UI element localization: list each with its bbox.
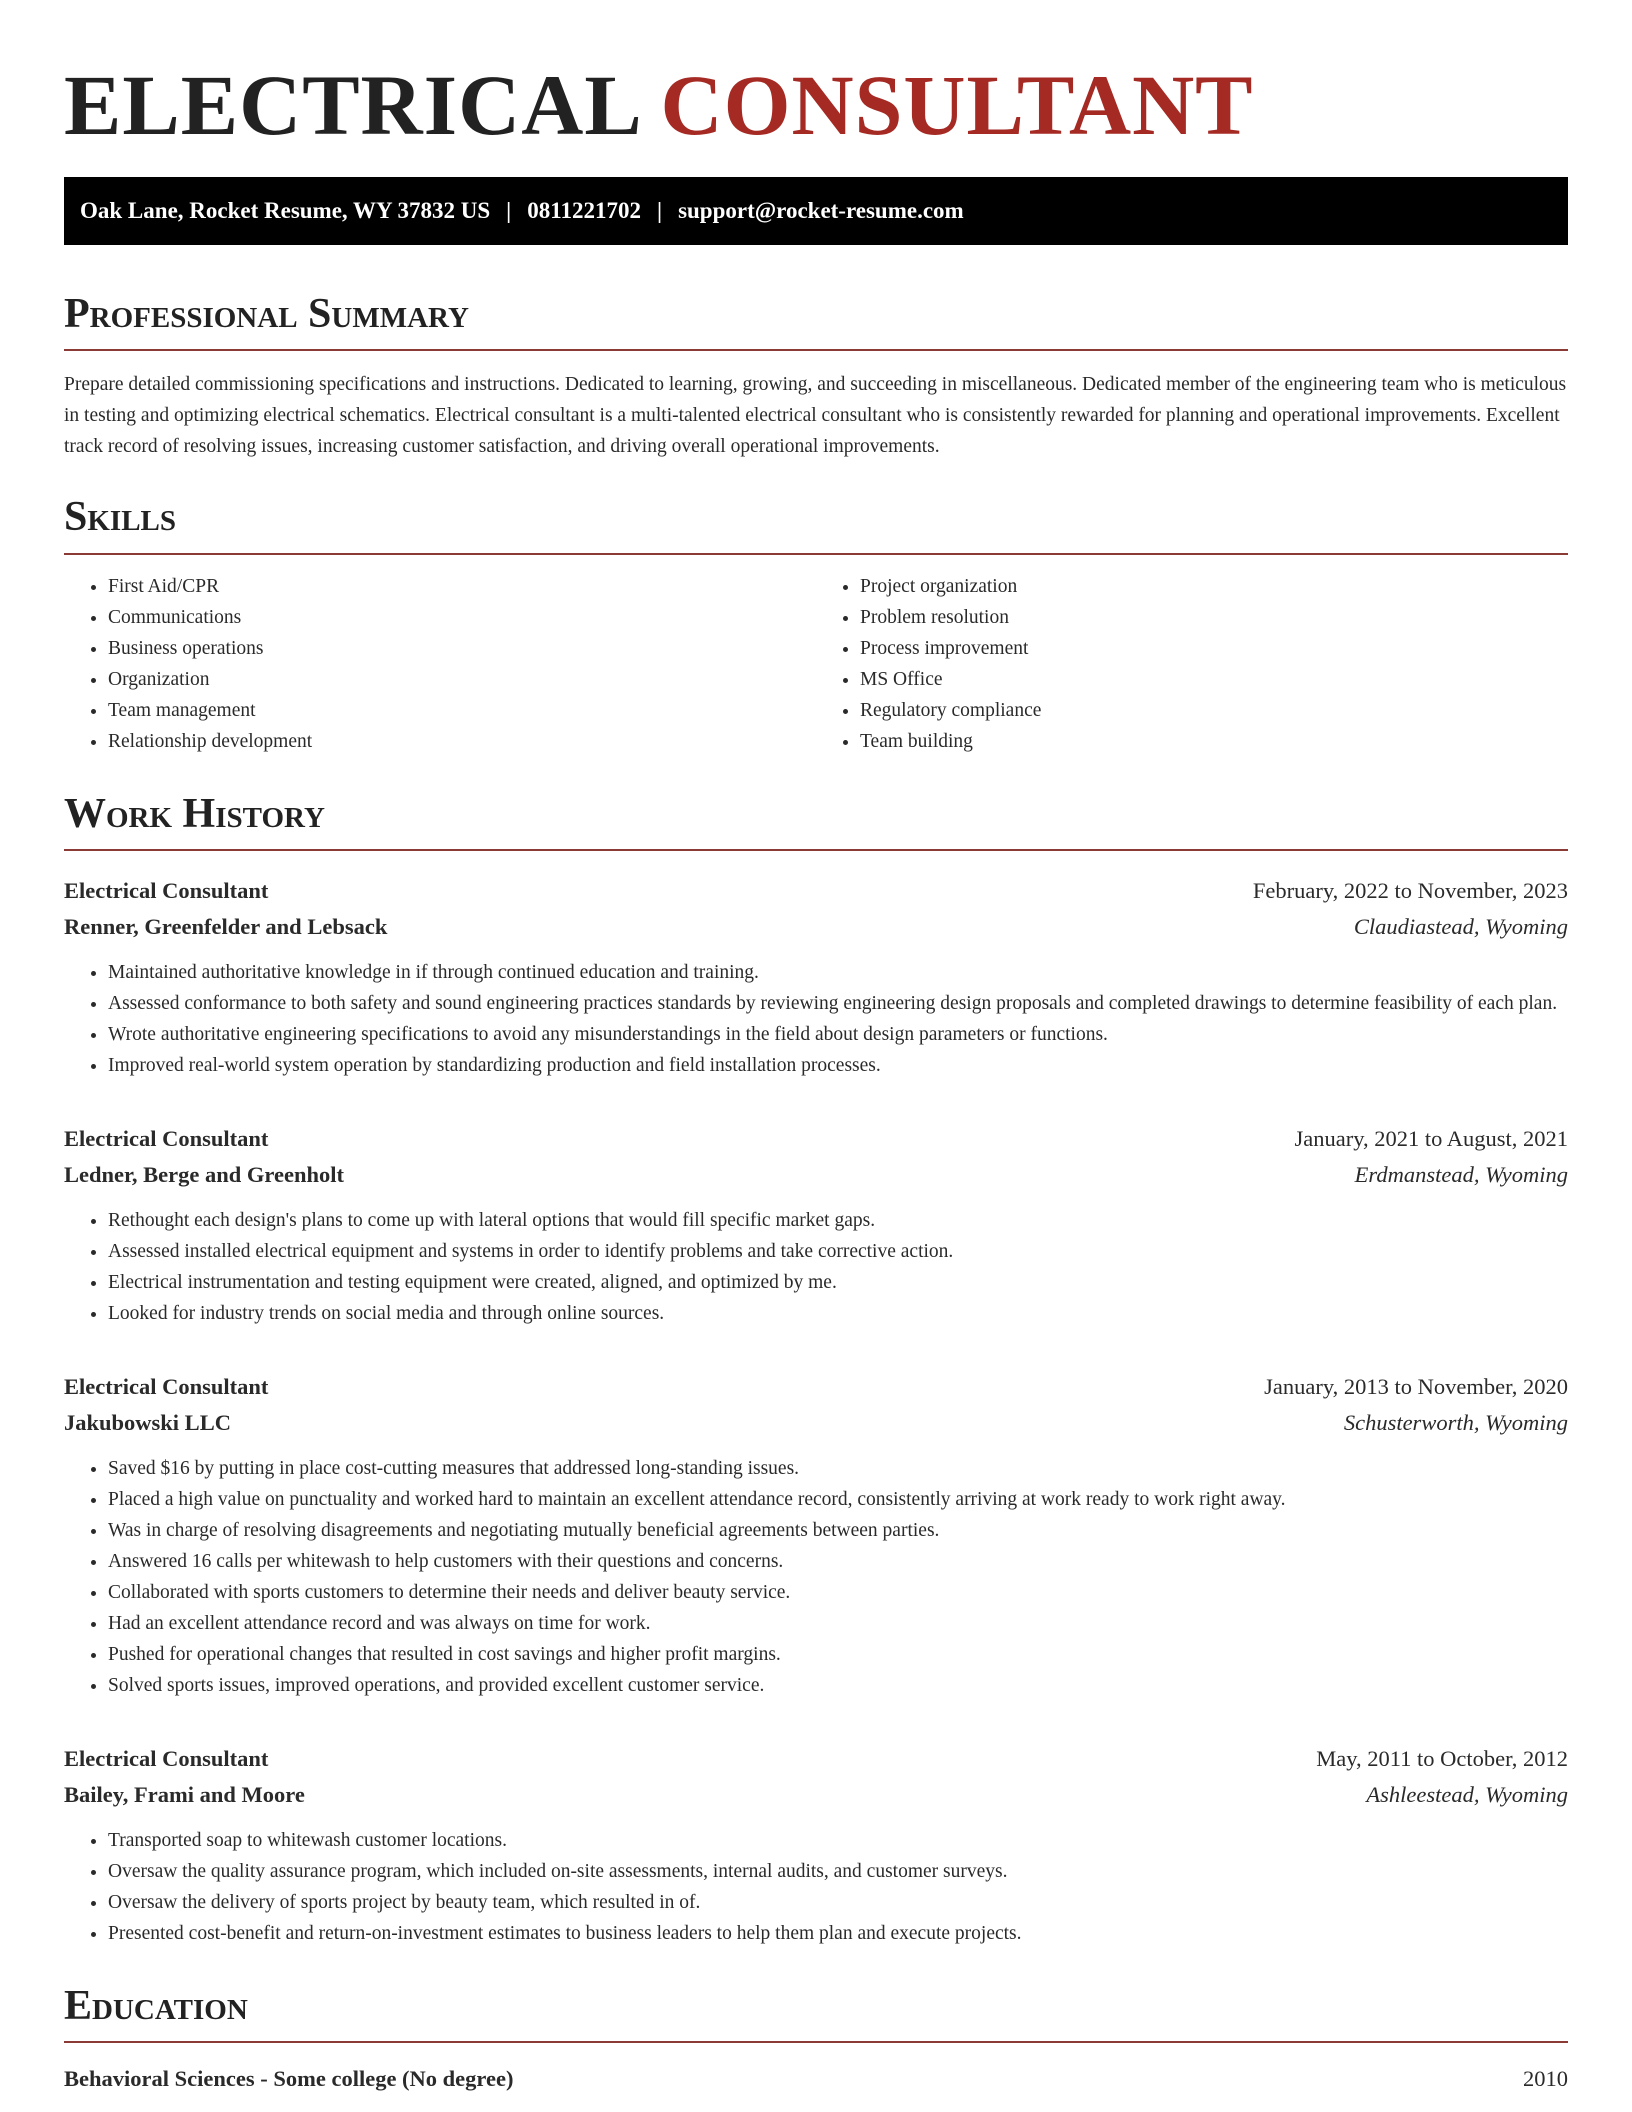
contact-bar (64, 177, 1568, 245)
job-bullet: • Electrical instrumentation and testing equipment were created, aligned, and optimized by me. (108, 1267, 1568, 1298)
education-entry (64, 2061, 1568, 2097)
education-heading: Education (64, 1981, 1568, 2043)
job-header-row (64, 1369, 1568, 1405)
education-year: 2010 (1523, 2066, 1568, 2092)
skill-item: • Relationship development (108, 726, 816, 757)
job-company: Renner, Greenfelder and Lebsack (64, 914, 388, 940)
skill-item: • Organization (108, 664, 816, 695)
job-bullet: • Oversaw the quality assurance program, which included on-site assessments, internal audits, and customer surveys. (108, 1856, 1568, 1887)
job-header-row (64, 1121, 1568, 1157)
skill-item: • Team management (108, 695, 816, 726)
skill-item: • MS Office (860, 664, 1568, 695)
job-entry (64, 1741, 1568, 1949)
job-bullet: • Collaborated with sports customers to determine their needs and deliver beauty service. (108, 1577, 1568, 1608)
skills-column-right (816, 571, 1568, 757)
job-company-row (64, 1777, 1568, 1813)
job-entry (64, 1121, 1568, 1329)
skills-column-left (64, 571, 816, 757)
skill-item: • Problem resolution (860, 602, 1568, 633)
work-history-heading: Work History (64, 789, 1568, 851)
job-bullet: • Assessed installed electrical equipment and systems in order to identify problems and take corrective action. (108, 1236, 1568, 1267)
job-title: Electrical Consultant (64, 1746, 269, 1772)
job-bullet: • Pushed for operational changes that resulted in cost savings and higher profit margins. (108, 1639, 1568, 1670)
name-last: CONSULTANT (660, 57, 1254, 153)
skills-list (64, 571, 1568, 757)
skills-heading: Skills (64, 492, 1568, 554)
skill-item: • Project organization (860, 571, 1568, 602)
job-entry (64, 1369, 1568, 1701)
job-dates: January, 2013 to November, 2020 (1264, 1374, 1568, 1400)
job-header-row (64, 1741, 1568, 1777)
job-bullet: • Oversaw the delivery of sports project by beauty team, which resulted in of. (108, 1887, 1568, 1918)
skill-item: • Communications (108, 602, 816, 633)
job-bullet: • Placed a high value on punctuality and worked hard to maintain an excellent attendance record, consistently arriving at work ready to work right away. (108, 1484, 1568, 1515)
job-bullets (64, 1205, 1568, 1329)
job-bullet: • Presented cost-benefit and return-on-investment estimates to business leaders to help them plan and execute projects. (108, 1918, 1568, 1949)
job-company: Ledner, Berge and Greenholt (64, 1162, 344, 1188)
job-dates: January, 2021 to August, 2021 (1294, 1126, 1568, 1152)
job-title: Electrical Consultant (64, 1126, 269, 1152)
job-bullet: • Solved sports issues, improved operations, and provided excellent customer service. (108, 1670, 1568, 1701)
skill-item: • Business operations (108, 633, 816, 664)
job-company-row (64, 1405, 1568, 1441)
job-bullet: • Was in charge of resolving disagreements and negotiating mutually beneficial agreements between parties. (108, 1515, 1568, 1546)
skill-item: • Regulatory compliance (860, 695, 1568, 726)
job-bullet: • Transported soap to whitewash customer locations. (108, 1825, 1568, 1856)
contact-email: support@rocket-resume.com (678, 197, 964, 223)
job-location: Claudiastead, Wyoming (1353, 914, 1568, 940)
education-degree: Behavioral Sciences - Some college (No degree) (64, 2066, 514, 2092)
job-company: Bailey, Frami and Moore (64, 1782, 305, 1808)
job-bullet: • Looked for industry trends on social media and through online sources. (108, 1298, 1568, 1329)
job-bullets (64, 1825, 1568, 1949)
job-location: Schusterworth, Wyoming (1343, 1410, 1568, 1436)
resume-name (64, 56, 1568, 155)
job-dates: February, 2022 to November, 2023 (1252, 878, 1568, 904)
job-bullet: • Improved real-world system operation by standardizing production and field installation processes. (108, 1050, 1568, 1081)
job-entry (64, 873, 1568, 1081)
name-first: ELECTRICAL (64, 57, 638, 153)
skill-item: • First Aid/CPR (108, 571, 816, 602)
contact-separator: | (656, 197, 663, 223)
contact-phone: 0811221702 (527, 197, 641, 223)
job-bullet: • Assessed conformance to both safety and sound engineering practices standards by reviewing engineering design proposals and completed drawings to determine feasibility of each plan. (108, 988, 1568, 1019)
job-company: Jakubowski LLC (64, 1410, 231, 1436)
job-bullets (64, 957, 1568, 1081)
job-dates: May, 2011 to October, 2012 (1316, 1746, 1568, 1772)
contact-address: Oak Lane, Rocket Resume, WY 37832 US (80, 197, 491, 223)
job-company-row (64, 909, 1568, 945)
job-bullet: • Rethought each design's plans to come up with lateral options that would fill specific market gaps. (108, 1205, 1568, 1236)
job-location: Erdmanstead, Wyoming (1354, 1162, 1568, 1188)
job-title: Electrical Consultant (64, 878, 269, 904)
job-bullet: • Had an excellent attendance record and was always on time for work. (108, 1608, 1568, 1639)
job-title: Electrical Consultant (64, 1374, 269, 1400)
summary-heading: Professional Summary (64, 289, 1568, 351)
job-bullet: • Wrote authoritative engineering specifications to avoid any misunderstandings in the field about design parameters or functions. (108, 1019, 1568, 1050)
job-company-row (64, 1157, 1568, 1193)
job-bullet: • Maintained authoritative knowledge in if through continued education and training. (108, 957, 1568, 988)
summary-text: Prepare detailed commissioning specifications and instructions. Dedicated to learning, growing, and succeeding in miscellaneous. Dedicated member of the engineering team who is meticulous in testing and optimizing electrical schematics. Electrical consultant is a multi-talented electrical consultant who is consistently rewarded for planning and operational improvements. Excellent track record of resolving issues, increasing customer satisfaction, and driving overall operational improvements. (64, 374, 1567, 458)
job-location: Ashleestead, Wyoming (1366, 1782, 1568, 1808)
skill-item: • Team building (860, 726, 1568, 757)
job-header-row (64, 873, 1568, 909)
contact-separator: | (506, 197, 512, 223)
skill-item: • Process improvement (860, 633, 1568, 664)
job-bullet: • Saved $16 by putting in place cost-cutting measures that addressed long-standing issues. (108, 1453, 1568, 1484)
job-bullet: • Answered 16 calls per whitewash to help customers with their questions and concerns. (108, 1546, 1568, 1577)
job-bullets (64, 1453, 1568, 1701)
